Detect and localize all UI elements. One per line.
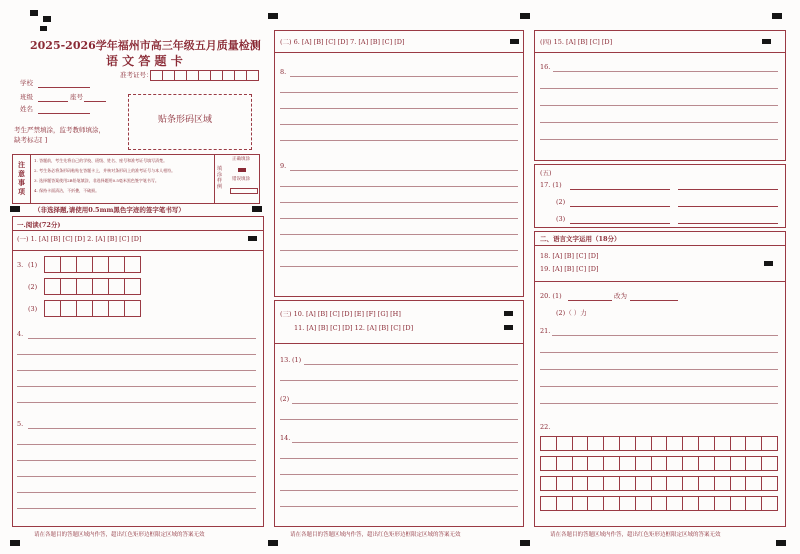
- answer-line[interactable]: [280, 140, 518, 141]
- answer-line[interactable]: [280, 234, 518, 235]
- timing-mark: [10, 206, 20, 212]
- q3-1-label: (1): [28, 261, 38, 269]
- answer-line[interactable]: [28, 428, 256, 429]
- essay-grid-row[interactable]: [540, 436, 778, 451]
- answer-line[interactable]: [17, 402, 256, 403]
- answer-line[interactable]: [17, 386, 256, 387]
- answer-line[interactable]: [280, 186, 518, 187]
- answer-line[interactable]: [292, 403, 518, 404]
- answer-line[interactable]: [553, 71, 778, 72]
- mc-q11-12[interactable]: 11. [A] [B] [C] [D] 12. [A] [B] [C] [D]: [294, 324, 414, 332]
- q13-label: 13.: [280, 356, 291, 364]
- non-choice-note: （非选择题,请使用0.5mm黑色字迹的签字笔书写）: [34, 206, 185, 214]
- part-5-label: (五): [540, 169, 552, 177]
- q20-2-label[interactable]: (2)（ ）力: [556, 309, 587, 317]
- answer-line[interactable]: [280, 419, 518, 420]
- timing-mark: [268, 540, 278, 546]
- q3-3-label: (3): [28, 305, 38, 313]
- section-language: 二、语言文字运用（18分）: [540, 235, 621, 243]
- q14-label: 14.: [280, 434, 291, 442]
- timing-mark: [252, 206, 262, 212]
- timing-mark: [510, 39, 519, 44]
- wrong-fill-samples: [230, 188, 258, 194]
- answer-line[interactable]: [17, 354, 256, 355]
- barcode-label: 贴条形码区域: [158, 115, 213, 125]
- mc-q19[interactable]: 19. [A] [B] [C] [D]: [540, 265, 599, 273]
- seat-field[interactable]: [84, 101, 106, 102]
- exam-number-label: 准考证号：: [120, 71, 153, 79]
- answer-line[interactable]: [280, 380, 518, 381]
- essay-grid-row[interactable]: [540, 456, 778, 471]
- notice-line-3: 3. 选择题答案使用2B铅笔填涂，非选择题用0.5毫米黑色签字笔书写。: [34, 178, 159, 183]
- q17-2-field-b[interactable]: [678, 206, 778, 207]
- answer-line[interactable]: [280, 108, 518, 109]
- answer-line[interactable]: [304, 364, 518, 365]
- answer-line[interactable]: [540, 88, 778, 89]
- mc-q6-7[interactable]: (二) 6. [A] [B] [C] [D] 7. [A] [B] [C] [D]: [280, 38, 405, 46]
- essay-grid-row[interactable]: [540, 496, 778, 511]
- mc-q18[interactable]: 18. [A] [B] [C] [D]: [540, 252, 599, 260]
- card-title: 语 文 答 题 卡: [106, 54, 183, 68]
- timing-mark: [248, 236, 257, 241]
- absence-marker[interactable]: 缺考标志[ ]: [14, 136, 48, 144]
- column-3: [534, 30, 786, 161]
- answer-line[interactable]: [280, 92, 518, 93]
- q17-3-field-b[interactable]: [678, 223, 778, 224]
- class-field[interactable]: [38, 101, 68, 102]
- answer-line[interactable]: [280, 506, 518, 507]
- column-2-lower: [274, 300, 524, 527]
- q20-mid-text: 改为: [614, 292, 627, 300]
- timing-mark: [520, 13, 530, 19]
- q3-3-boxes[interactable]: [44, 300, 141, 317]
- column-1-footer: 请在各题目的答题区域内作答，超出红色矩形边框限定区域的答案无效: [34, 532, 205, 538]
- q17-label: 17. (1): [540, 181, 562, 189]
- mc-q10[interactable]: (三) 10. [A] [B] [C] [D] [E] [F] [G] [H]: [280, 310, 401, 318]
- column-2-footer: 请在各题目的答题区域内作答，超出红色矩形边框限定区域的答案无效: [290, 532, 461, 538]
- answer-line[interactable]: [17, 508, 256, 509]
- answer-line[interactable]: [540, 352, 778, 353]
- timing-mark: [520, 540, 530, 546]
- answer-line[interactable]: [280, 250, 518, 251]
- timing-mark: [764, 261, 773, 266]
- section-divider: [274, 52, 524, 53]
- q17-2-field-a[interactable]: [570, 206, 670, 207]
- absence-note: 考生严禁填涂，监考教师填涂，: [14, 126, 105, 134]
- q13-1-label: (1): [292, 356, 302, 364]
- class-label: 班级: [20, 93, 33, 101]
- notice-label: 注意事项: [18, 160, 25, 196]
- school-label: 学校: [20, 79, 33, 87]
- q17-1-field-a[interactable]: [570, 189, 670, 190]
- exam-number-boxes[interactable]: [150, 70, 259, 81]
- q13-2-label: (2): [280, 395, 290, 403]
- q5-label: 5.: [17, 420, 24, 428]
- timing-mark: [772, 13, 782, 19]
- q17-3-field-a[interactable]: [570, 223, 670, 224]
- answer-line[interactable]: [540, 105, 778, 106]
- q4-label: 4.: [17, 330, 24, 338]
- answer-line[interactable]: [280, 490, 518, 491]
- notice-line-1: 1. 答题前，考生先将自己的学校、班级、姓名、座号和准考证号填写清楚。: [34, 158, 168, 163]
- q22-label: 22.: [540, 423, 551, 431]
- q17-2-label: (2): [556, 198, 566, 206]
- answer-line[interactable]: [552, 335, 778, 336]
- q9-label: 9.: [280, 162, 287, 170]
- section-divider: [534, 245, 786, 246]
- mc-q1-2[interactable]: (一) 1. [A] [B] [C] [D] 2. [A] [B] [C] [D]: [17, 235, 142, 243]
- q3-2-boxes[interactable]: [44, 278, 141, 295]
- q20-1-field-b[interactable]: [630, 300, 678, 301]
- timing-mark: [10, 540, 20, 546]
- answer-line[interactable]: [292, 442, 518, 443]
- section-reading: 一.阅读(72分): [17, 221, 61, 229]
- answer-line[interactable]: [17, 460, 256, 461]
- exam-title: 2025-2026学年福州市高三年级五月质量检测: [30, 39, 261, 52]
- answer-line[interactable]: [540, 139, 778, 140]
- notice-line-2: 2. 考生务必将条形码粘贴在答题卡上，并核对条形码上的准考证号与本人相符。: [34, 168, 176, 173]
- timing-mark: [504, 311, 513, 316]
- answer-line[interactable]: [540, 369, 778, 370]
- q20-1-field-a[interactable]: [568, 300, 612, 301]
- timing-mark: [268, 13, 278, 19]
- column-2: [274, 30, 524, 297]
- answer-line[interactable]: [540, 386, 778, 387]
- q3-label: 3.: [17, 261, 24, 269]
- q3-1-boxes[interactable]: [44, 256, 141, 273]
- notice-divider: [30, 154, 31, 204]
- timing-mark: [43, 16, 51, 22]
- section-divider: [12, 230, 264, 231]
- answer-line[interactable]: [280, 124, 518, 125]
- mc-q15[interactable]: (四) 15. [A] [B] [C] [D]: [540, 38, 613, 46]
- right-fill-label: 正确填涂: [232, 157, 250, 162]
- answer-line[interactable]: [280, 474, 518, 475]
- section-divider: [12, 250, 264, 251]
- fill-sample-label: 填涂样例: [217, 166, 223, 190]
- answer-line[interactable]: [28, 338, 256, 339]
- answer-line[interactable]: [280, 202, 518, 203]
- timing-mark: [504, 325, 513, 330]
- name-field[interactable]: [38, 113, 90, 114]
- notice-line-4: 4. 保持卡面清洁，不折叠，不破损。: [34, 188, 100, 193]
- section-divider: [534, 281, 786, 282]
- name-label: 姓名: [20, 105, 33, 113]
- answer-line[interactable]: [17, 492, 256, 493]
- answer-line[interactable]: [290, 76, 518, 77]
- timing-mark: [30, 10, 38, 16]
- answer-line[interactable]: [17, 370, 256, 371]
- answer-line[interactable]: [280, 218, 518, 219]
- timing-mark: [40, 26, 47, 31]
- essay-grid-row[interactable]: [540, 476, 778, 491]
- answer-line[interactable]: [280, 266, 518, 267]
- answer-line[interactable]: [290, 170, 518, 171]
- right-fill-sample: [238, 168, 246, 172]
- q3-2-label: (2): [28, 283, 38, 291]
- q17-3-label: (3): [556, 215, 566, 223]
- q17-1-field-b[interactable]: [678, 189, 778, 190]
- answer-line[interactable]: [17, 444, 256, 445]
- q20-label: 20. (1): [540, 292, 562, 300]
- seat-label: 座号: [70, 93, 83, 101]
- q8-label: 8.: [280, 68, 287, 76]
- wrong-fill-label: 错误填涂: [232, 177, 250, 182]
- section-divider: [534, 52, 786, 53]
- answer-line[interactable]: [540, 403, 778, 404]
- q16-label: 16.: [540, 63, 551, 71]
- school-field[interactable]: [38, 87, 90, 88]
- section-divider: [274, 343, 524, 344]
- column-3-footer: 请在各题目的答题区域内作答，超出红色矩形边框限定区域的答案无效: [550, 532, 721, 538]
- q21-label: 21.: [540, 327, 551, 335]
- timing-mark: [776, 540, 786, 546]
- column-3-part5: [534, 164, 786, 228]
- answer-line[interactable]: [280, 458, 518, 459]
- answer-line[interactable]: [540, 122, 778, 123]
- fill-divider: [214, 154, 215, 204]
- timing-mark: [762, 39, 771, 44]
- answer-line[interactable]: [17, 476, 256, 477]
